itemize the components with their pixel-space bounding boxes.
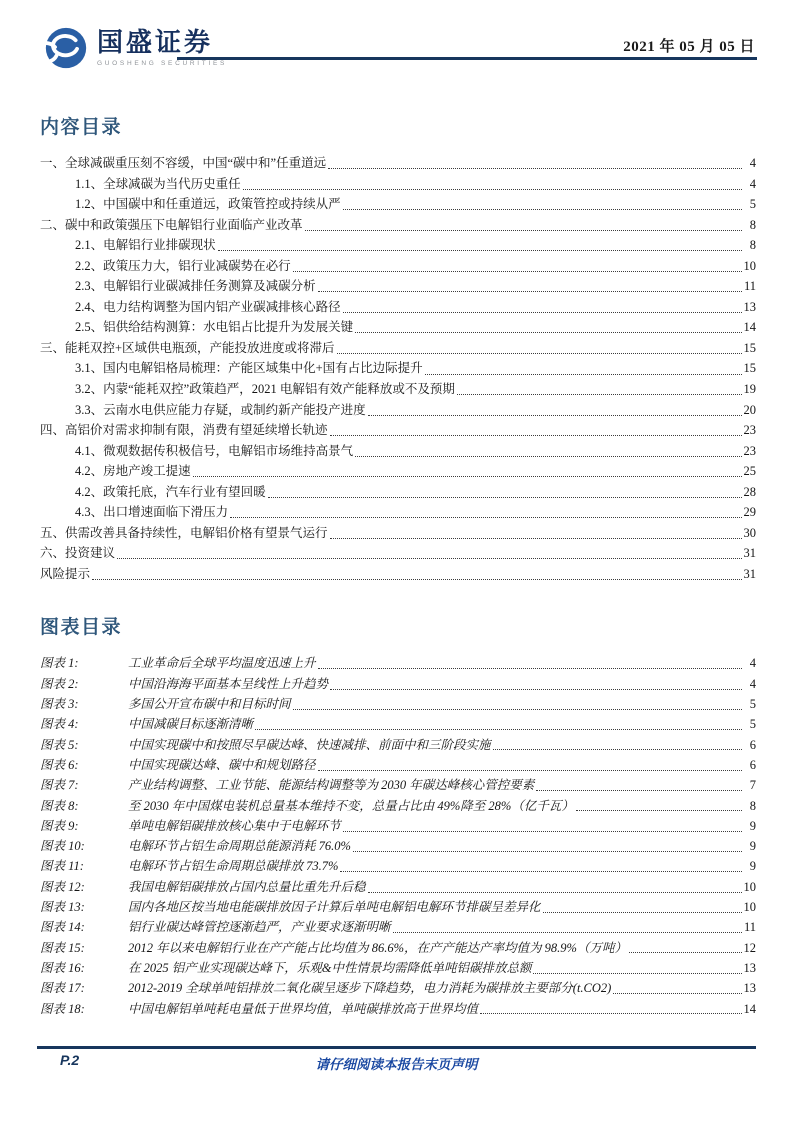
figure-entry-page: 5 bbox=[749, 697, 756, 712]
dot-leader bbox=[268, 497, 742, 498]
dot-leader bbox=[293, 709, 742, 710]
footer-divider bbox=[37, 1046, 756, 1049]
guosheng-logo-icon bbox=[44, 26, 88, 70]
toc-entry-page: 20 bbox=[743, 402, 756, 417]
figure-entry-label: 多国公开宣布碳中和目标时间 bbox=[128, 697, 291, 712]
toc-entry-row[interactable] bbox=[40, 482, 756, 503]
figure-entry-number: 图表 11: bbox=[40, 859, 84, 874]
dot-leader bbox=[318, 770, 742, 771]
dot-leader bbox=[193, 476, 742, 477]
figure-entry-page: 8 bbox=[749, 798, 756, 813]
dot-leader bbox=[355, 332, 741, 333]
toc-entry-label: 2.5、铝供给结构测算：水电铝占比提升为发展关键 bbox=[75, 320, 354, 335]
toc-entry-label: 1.1、全球减碳为当代历史重任 bbox=[75, 176, 241, 191]
dot-leader bbox=[355, 456, 741, 457]
figure-entry-number: 图表 2: bbox=[40, 676, 79, 691]
figure-entry-label: 2012-2019 全球单吨铝排放二氧化碳呈逐步下降趋势，电力消耗为碳排放主要部分(t.CO2) bbox=[128, 981, 612, 996]
dot-leader bbox=[536, 790, 742, 791]
toc-entry-row[interactable] bbox=[40, 338, 756, 359]
figure-entry-row[interactable] bbox=[40, 978, 756, 998]
figure-entry-label: 电解环节占铝生命周期总碳排放 73.7% bbox=[128, 859, 339, 874]
toc-entry-page: 31 bbox=[743, 566, 756, 581]
report-date: 2021 年 05 月 05 日 bbox=[623, 39, 755, 55]
toc-entry-page: 15 bbox=[743, 361, 756, 376]
toc-entry-page: 23 bbox=[743, 423, 756, 438]
figure-entry-page: 5 bbox=[749, 717, 756, 732]
figure-entry-row[interactable] bbox=[40, 877, 756, 897]
figure-entry-label: 2012 年以来电解铝行业在产产能占比均值为 86.6%，在产产能达产率均值为 98.9%（万吨） bbox=[128, 940, 627, 955]
dot-leader bbox=[243, 189, 742, 190]
toc-entry-label: 六、投资建议 bbox=[40, 546, 116, 561]
toc-entry-row[interactable] bbox=[40, 256, 756, 277]
figure-entry-row[interactable] bbox=[40, 653, 756, 673]
dot-leader bbox=[255, 729, 742, 730]
toc-entry-row[interactable] bbox=[40, 297, 756, 318]
figure-entry-label: 中国沿海海平面基本呈线性上升趋势 bbox=[128, 676, 329, 691]
page-number-label: P.2 bbox=[60, 1052, 80, 1068]
figure-entry-label: 工业革命后全球平均温度迅速上升 bbox=[128, 656, 316, 671]
figure-entry-number: 图表 13: bbox=[40, 900, 85, 915]
dot-leader bbox=[318, 668, 742, 669]
toc-entry-label: 4.2、政策托底，汽车行业有望回暖 bbox=[75, 484, 266, 499]
brand-name-cn: 国盛证券 bbox=[97, 28, 214, 57]
figure-directory-title: 图表目录 bbox=[40, 617, 123, 639]
dot-leader bbox=[457, 394, 742, 395]
toc-entry-row[interactable] bbox=[40, 400, 756, 421]
toc-entry-row[interactable] bbox=[40, 276, 756, 297]
toc-entry-label: 2.2、政策压力大，铝行业减碳势在必行 bbox=[75, 258, 291, 273]
toc-entry-label: 2.1、电解铝行业排碳现状 bbox=[75, 238, 216, 253]
toc-entry-label: 4.2、房地产竣工提速 bbox=[75, 464, 191, 479]
figure-list bbox=[40, 653, 756, 1018]
toc-entry-row[interactable] bbox=[40, 502, 756, 523]
toc-section bbox=[40, 112, 756, 584]
figure-entry-page: 12 bbox=[743, 940, 756, 955]
figure-entry-row[interactable] bbox=[40, 735, 756, 755]
toc-list bbox=[40, 153, 756, 584]
figure-entry-number: 图表 12: bbox=[40, 879, 85, 894]
toc-entry-row[interactable] bbox=[40, 564, 756, 585]
dot-leader bbox=[343, 312, 742, 313]
toc-entry-label: 三、能耗双控+区域供电瓶颈，产能投放进度或将滞后 bbox=[40, 340, 335, 355]
figure-entry-label: 至 2030 年中国煤电装机总量基本维持不变，总量占比由 49%降至 28%（亿千瓦） bbox=[128, 798, 574, 813]
toc-entry-row[interactable] bbox=[40, 543, 756, 564]
figure-entry-row[interactable] bbox=[40, 917, 756, 937]
figure-entry-label: 铝行业碳达峰管控逐渐趋严，产业要求逐渐明晰 bbox=[128, 920, 391, 935]
dot-leader bbox=[629, 952, 742, 953]
figure-directory-section bbox=[40, 612, 756, 1018]
toc-entry-row[interactable] bbox=[40, 358, 756, 379]
figure-entry-row[interactable] bbox=[40, 816, 756, 836]
figure-entry-page: 7 bbox=[749, 778, 756, 793]
dot-leader bbox=[533, 973, 741, 974]
figure-entry-page: 6 bbox=[749, 737, 756, 752]
toc-title: 内容目录 bbox=[40, 117, 123, 138]
figure-entry-page: 9 bbox=[749, 818, 756, 833]
toc-entry-page: 13 bbox=[743, 299, 756, 314]
toc-entry-row[interactable] bbox=[40, 461, 756, 482]
toc-entry-page: 29 bbox=[743, 505, 756, 520]
toc-entry-page: 19 bbox=[743, 382, 756, 397]
figure-entry-number: 图表 8: bbox=[40, 798, 79, 813]
figure-entry-row[interactable] bbox=[40, 958, 756, 978]
figure-entry-number: 图表 5: bbox=[40, 737, 79, 752]
dot-leader bbox=[330, 689, 742, 690]
header-divider bbox=[177, 57, 757, 60]
figure-entry-row[interactable] bbox=[40, 836, 756, 856]
figure-entry-row[interactable] bbox=[40, 674, 756, 694]
toc-entry-label: 一、全球减碳重压刻不容缓，中国“碳中和”任重道远 bbox=[40, 156, 327, 170]
figure-entry-row[interactable] bbox=[40, 938, 756, 958]
toc-entry-row[interactable] bbox=[40, 441, 756, 462]
figure-entry-page: 10 bbox=[743, 879, 756, 894]
brand-text-block bbox=[97, 26, 227, 67]
toc-entry-row[interactable] bbox=[40, 523, 756, 544]
dot-leader bbox=[368, 415, 742, 416]
figure-entry-page: 9 bbox=[749, 839, 756, 854]
toc-entry-label: 3.2、内蒙“能耗双控”政策趋严，2021 电解铝有效产能释放或不及预期 bbox=[75, 382, 455, 397]
toc-entry-page: 10 bbox=[743, 258, 756, 273]
dot-leader bbox=[353, 851, 742, 852]
toc-entry-label: 五、供需改善具备持续性，电解铝价格有望景气运行 bbox=[40, 525, 328, 540]
toc-entry-row[interactable] bbox=[40, 235, 756, 256]
brand-name-en: GUOSHENG SECURITIES bbox=[97, 59, 228, 67]
toc-entry-label: 二、碳中和政策强压下电解铝行业面临产业改革 bbox=[40, 217, 303, 232]
figure-entry-label: 我国电解铝碳排放占国内总量比重先升后稳 bbox=[128, 879, 366, 894]
toc-entry-page: 8 bbox=[749, 238, 756, 253]
toc-entry-page: 14 bbox=[743, 320, 756, 335]
dot-leader bbox=[117, 558, 741, 559]
toc-entry-page: 15 bbox=[743, 340, 756, 355]
toc-entry-row[interactable] bbox=[40, 215, 756, 236]
figure-entry-number: 图表 10: bbox=[40, 839, 85, 854]
figure-entry-number: 图表 16: bbox=[40, 960, 85, 975]
dot-leader bbox=[330, 538, 742, 539]
figure-entry-label: 中国实现碳达峰、碳中和规划路径 bbox=[128, 757, 316, 772]
toc-entry-label: 1.2、中国碳中和任重道远，政策管控或持续从严 bbox=[75, 197, 341, 212]
figure-entry-row[interactable] bbox=[40, 714, 756, 734]
toc-entry-page: 25 bbox=[743, 464, 756, 479]
figure-entry-page: 13 bbox=[743, 960, 756, 975]
figure-entry-label: 中国减碳目标逐渐清晰 bbox=[128, 717, 254, 732]
dot-leader bbox=[543, 912, 742, 913]
figure-entry-number: 图表 6: bbox=[40, 757, 79, 772]
dot-leader bbox=[613, 993, 741, 994]
dot-leader bbox=[305, 230, 742, 231]
dot-leader bbox=[393, 932, 742, 933]
dot-leader bbox=[328, 168, 742, 169]
dot-leader bbox=[318, 291, 742, 292]
toc-entry-label: 3.3、云南水电供应能力存疑，或制约新产能投产进度 bbox=[75, 402, 366, 417]
figure-entry-page: 4 bbox=[749, 676, 756, 691]
figure-entry-number: 图表 1: bbox=[40, 656, 79, 671]
toc-entry-page: 11 bbox=[743, 279, 756, 294]
figure-entry-number: 图表 7: bbox=[40, 778, 79, 793]
dot-leader bbox=[576, 810, 742, 811]
figure-entry-row[interactable] bbox=[40, 775, 756, 795]
toc-entry-row[interactable] bbox=[40, 153, 756, 174]
toc-entry-page: 31 bbox=[743, 546, 756, 561]
figure-entry-label: 国内各地区按当地电能碳排放因子计算后单吨电解铝电解环节排碳呈差异化 bbox=[128, 900, 541, 915]
figure-entry-label: 在 2025 铝产业实现碳达峰下，乐观&中性情景均需降低单吨铝碳排放总额 bbox=[128, 960, 532, 975]
figure-entry-page: 11 bbox=[743, 920, 756, 935]
figure-entry-label: 中国电解铝单吨耗电量低于世界均值，单吨碳排放高于世界均值 bbox=[128, 1001, 479, 1016]
figure-entry-number: 图表 17: bbox=[40, 981, 85, 996]
figure-entry-label: 中国实现碳中和按照尽早碳达峰、快速减排、前面中和三阶段实施 bbox=[128, 737, 491, 752]
dot-leader bbox=[230, 517, 741, 518]
dot-leader bbox=[293, 271, 742, 272]
toc-entry-page: 4 bbox=[749, 176, 756, 191]
toc-entry-row[interactable] bbox=[40, 194, 756, 215]
figure-entry-number: 图表 4: bbox=[40, 717, 79, 732]
figure-entry-number: 图表 9: bbox=[40, 818, 79, 833]
figure-entry-page: 9 bbox=[749, 859, 756, 874]
toc-entry-row[interactable] bbox=[40, 379, 756, 400]
dot-leader bbox=[343, 209, 742, 210]
dot-leader bbox=[368, 892, 742, 893]
figure-entry-page: 10 bbox=[743, 900, 756, 915]
toc-entry-page: 28 bbox=[743, 484, 756, 499]
figure-entry-page: 14 bbox=[743, 1001, 756, 1016]
figure-entry-page: 6 bbox=[749, 757, 756, 772]
dot-leader bbox=[340, 871, 742, 872]
dot-leader bbox=[425, 374, 742, 375]
figure-entry-row[interactable] bbox=[40, 796, 756, 816]
figure-entry-number: 图表 15: bbox=[40, 940, 85, 955]
figure-entry-row[interactable] bbox=[40, 999, 756, 1019]
footer-disclaimer: 请仔细阅读本报告末页声明 bbox=[315, 1057, 478, 1072]
dot-leader bbox=[480, 1013, 741, 1014]
toc-entry-row[interactable] bbox=[40, 174, 756, 195]
toc-entry-label: 2.3、电解铝行业碳减排任务测算及减碳分析 bbox=[75, 279, 316, 294]
figure-entry-row[interactable] bbox=[40, 755, 756, 775]
toc-entry-label: 2.4、电力结构调整为国内铝产业碳减排核心路径 bbox=[75, 299, 341, 314]
dot-leader bbox=[330, 435, 742, 436]
dot-leader bbox=[337, 353, 742, 354]
figure-entry-label: 电解环节占铝生命周期总能源消耗 76.0% bbox=[128, 839, 351, 854]
toc-entry-label: 4.1、微观数据传积极信号，电解铝市场维持高景气 bbox=[75, 443, 354, 458]
toc-entry-page: 4 bbox=[749, 156, 756, 170]
figure-entry-number: 图表 18: bbox=[40, 1001, 85, 1016]
toc-entry-label: 风险提示 bbox=[40, 566, 91, 581]
figure-entry-label: 产业结构调整、工业节能、能源结构调整等为 2030 年碳达峰核心管控要素 bbox=[128, 778, 535, 793]
toc-entry-page: 5 bbox=[749, 197, 756, 212]
figure-entry-row[interactable] bbox=[40, 856, 756, 876]
dot-leader bbox=[218, 250, 742, 251]
toc-entry-label: 四、高铝价对需求抑制有限，消费有望延续增长轨迹 bbox=[40, 423, 328, 438]
dot-leader bbox=[92, 579, 741, 580]
toc-entry-row[interactable] bbox=[40, 317, 756, 338]
dot-leader bbox=[343, 831, 742, 832]
toc-entry-label: 4.3、出口增速面临下滑压力 bbox=[75, 505, 229, 520]
brand-logo-block bbox=[44, 26, 227, 70]
figure-entry-row[interactable] bbox=[40, 897, 756, 917]
figure-entry-page: 4 bbox=[749, 656, 756, 671]
toc-entry-row[interactable] bbox=[40, 420, 756, 441]
toc-entry-label: 3.1、国内电解铝格局梳理：产能区域集中化+国有占比边际提升 bbox=[75, 361, 423, 376]
dot-leader bbox=[493, 749, 742, 750]
figure-entry-number: 图表 14: bbox=[40, 920, 85, 935]
figure-entry-page: 13 bbox=[743, 981, 756, 996]
figure-entry-row[interactable] bbox=[40, 694, 756, 714]
figure-entry-label: 单吨电解铝碳排放核心集中于电解环节 bbox=[128, 818, 341, 833]
main-content bbox=[40, 112, 756, 1019]
toc-entry-page: 8 bbox=[749, 217, 756, 232]
figure-entry-number: 图表 3: bbox=[40, 697, 79, 712]
toc-entry-page: 23 bbox=[743, 443, 756, 458]
toc-entry-page: 30 bbox=[743, 525, 756, 540]
